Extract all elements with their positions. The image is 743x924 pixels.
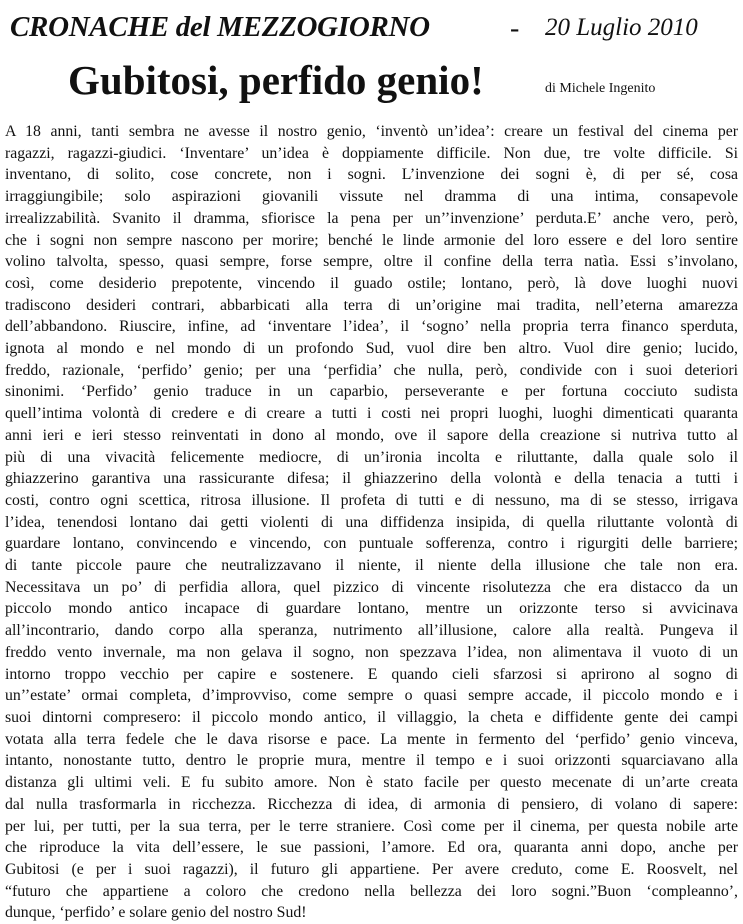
article-line: dell’abbandono. Riuscire, infine, ad ‘inventare l’idea’, il ‘sogno’ nella propria terra financo sperduta, bbox=[5, 318, 738, 336]
article-line: “futuro che appartiene a coloro che credono nella bellezza dei loro sogni.”Buon ‘compleanno’, bbox=[5, 882, 738, 900]
article-line: guardare lontano, convincendo e vincendo, con puntuale sofferenza, contro i rigurgiti delle barriere; bbox=[5, 535, 738, 553]
article-line: costi, contro ogni scettica, ritrosa illusione. Il profeta di tutti e di nessuno, ma di se stesso, irrigava bbox=[5, 491, 738, 509]
article-line: irrealizzabilità. Svanito il dramma, sfiorisce la pena per un’’invenzione’ perduta.E’ anche vero, però, bbox=[5, 209, 738, 227]
article-line: volino talvolta, spesso, quasi sempre, forse sempre, oltre il confine della terra natìa. Essi s’involano, bbox=[5, 253, 738, 271]
article-byline: di Michele Ingenito bbox=[545, 81, 656, 96]
article-line: dunque, ‘perfido’ e solare genio del nostro Sud! bbox=[5, 904, 307, 922]
article-line: freddo vento invernale, ma non gelava il sogno, non spezzava l’idea, non alimentava il vuoto di un bbox=[5, 643, 738, 661]
article-line: un’’estate’ ormai completa, d’improvviso, come sempre o quasi sempre accade, il piccolo mondo e i bbox=[5, 687, 738, 705]
article-line: che i sogni non sempre nascono per morire; benché le linde armonie del loro essere e del loro sentire bbox=[5, 231, 738, 249]
article-line: intorno troppo vecchio per capire e sostenere. E quando cieli sfarzosi si aprirono al sogno di bbox=[5, 665, 738, 683]
article-body bbox=[5, 121, 738, 924]
newspaper-name: CRONACHE del MEZZOGIORNO bbox=[10, 11, 430, 43]
article-line: ragazzi, ragazzi-giudici. ‘Inventare’ un’idea è doppiamente difficile. Non due, tre volte difficile. Si bbox=[5, 144, 738, 162]
article-line: tradiscono desideri contrari, abbarbicati alla terra di un’origine mai tradita, nell’eterna amarezza bbox=[5, 296, 738, 314]
article-line: sinonimi. ‘Perfido’ genio traduce in un caparbio, perseverante e per fortuna cocciuto sudista bbox=[5, 383, 738, 401]
article-line: così, come desiderio prepotente, vincendo il guado ostile; lontano, però, là dove luoghi nuovi bbox=[5, 274, 738, 292]
article-line: Gubitosi (e per i suoi ragazzi), il futuro gli appartiene. Per avere creduto, come E. Roosvelt, nel bbox=[5, 860, 738, 878]
article-line: intanto, nonostante tutto, dentro le proprie mura, mentre il tempo e i suoi orizzonti squarciavano alla bbox=[5, 752, 738, 770]
article-line: suoi dintorni compresero: il piccolo mondo antico, il villaggio, la cheta e diffidente gente dei campi bbox=[5, 708, 738, 726]
article-line: A 18 anni, tanti sembra ne avesse il nostro genio, ‘inventò un’idea’: creare un festival del cinema per bbox=[5, 123, 738, 140]
article-line: di tante piccole paure che neutralizzavano il niente, il niente della illusione che tale non era. bbox=[5, 557, 738, 575]
article-line: freddo, razionale, ‘perfido’ genio; per una ‘perfidia’ che nulla, però, condivide con i suoi deteriori bbox=[5, 361, 738, 379]
article-line: ghiazzerino garantiva una rassicurante difesa; il ghiazzerino della volontà e della tenacia a tutti i bbox=[5, 470, 738, 488]
article-line: più di una vivacità felicemente mediocre, di un’ironia incolta e riluttante, dalla quale solo il bbox=[5, 448, 738, 466]
article-line: all’incontrario, dando corpo alla speranza, nutrimento all’illusione, calore alla realtà. Pungeva il bbox=[5, 622, 738, 640]
masthead-separator: - bbox=[510, 13, 520, 44]
article-line: dal nulla trasformarla in ricchezza. Ricchezza di idea, di armonia di pensiero, di volano di sapere: bbox=[5, 795, 738, 813]
article-line: Necessitava un po’ di perfidia allora, quel pizzico di vincente risolutezza che era distacco da un bbox=[5, 578, 738, 596]
article-line: inventano, di solito, cose concrete, non i sogni. L’invenzione dei sogni è, di per sé, cosa bbox=[5, 166, 738, 184]
issue-date: 20 Luglio 2010 bbox=[545, 14, 698, 41]
article-line: anni ieri e ieri stesso reinventati in dono al mondo, ove il sapore della creazione si nutriva tutto al bbox=[5, 426, 738, 444]
article-line: votata alla terra fedele che le dava risorse e pace. La mente in fermento del ‘perfido’ genio vinceva, bbox=[5, 730, 738, 748]
masthead bbox=[0, 0, 743, 50]
article-line: che riproduce la vita dell’essere, le sue passioni, l’amore. Ed ora, quaranta anni dopo, anche per bbox=[5, 839, 738, 857]
article-line: ignota al mondo e nel mondo di un profondo Sud, vuol dire ben altro. Vuol dire genio; lucido, bbox=[5, 340, 738, 358]
article-line: distanza gli ultimi veli. E fu subito amore. Non è stato facile per questo mecenate di un’arte creata bbox=[5, 774, 738, 792]
article-line: per lui, per tutti, per la sua terra, per le terre straniere. Così come per il cinema, per questa nobile arte bbox=[5, 817, 738, 835]
article-line: quell’intima volontà di credere e di creare a tutti i costi nei propri luoghi, luoghi dimenticati quaranta bbox=[5, 405, 738, 423]
article-line: irraggiungibile; solo aspirazioni giovanili vissute nel dramma di una intima, consapevole bbox=[5, 188, 738, 206]
article-line: l’idea, tenendosi lontano dai getti violenti di una diffidenza insipida, di quella riluttante volontà di bbox=[5, 513, 738, 531]
article-headline: Gubitosi, perfido genio! bbox=[68, 57, 484, 103]
article-line: piccolo mondo antico incapace di guardare lontano, mentre un orizzonte terso si avvicinava bbox=[5, 600, 738, 618]
